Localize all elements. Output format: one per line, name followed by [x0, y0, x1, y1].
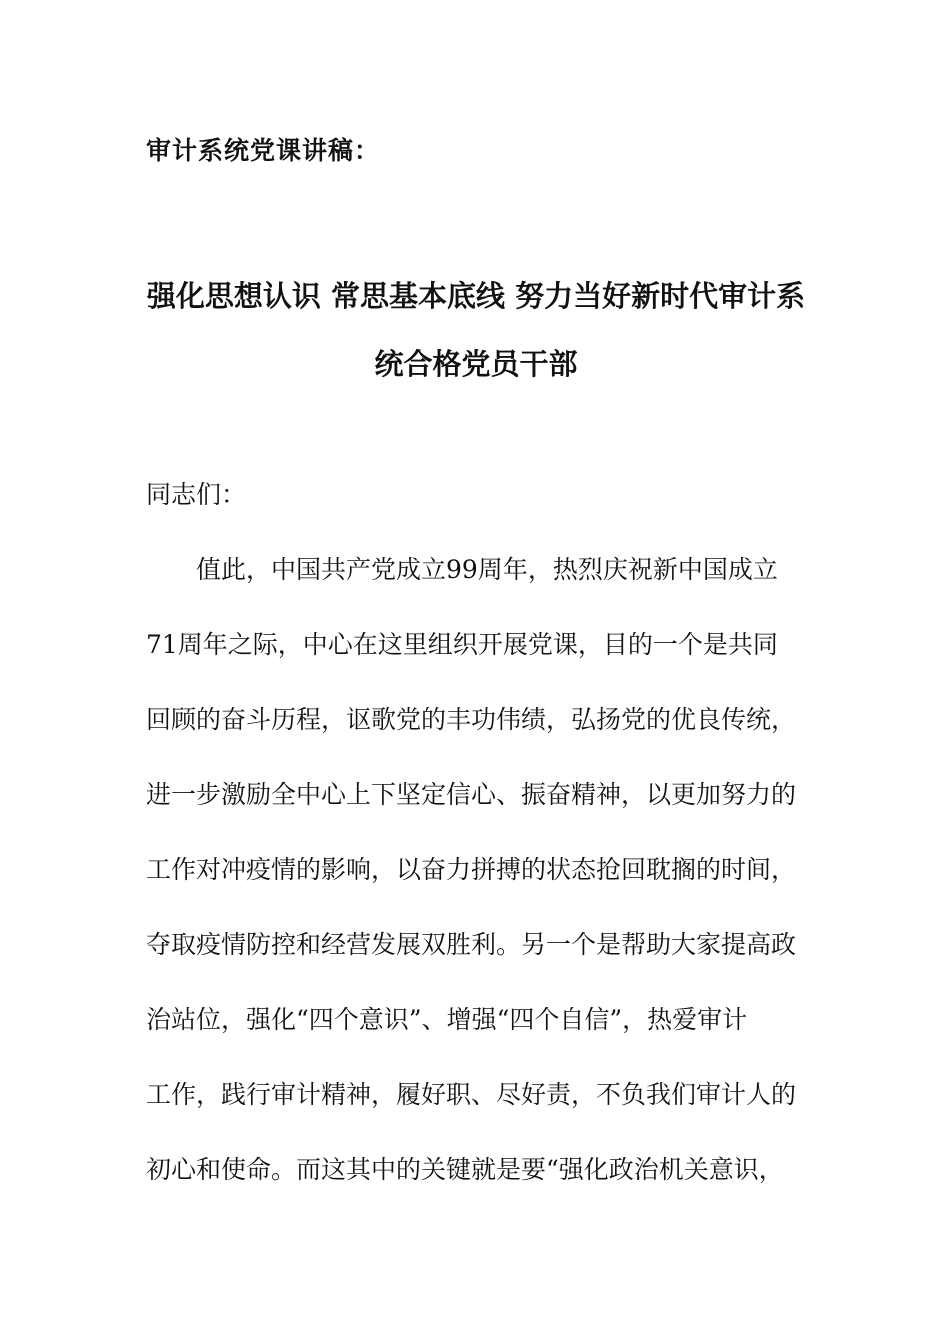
document-body — [146, 470, 811, 1220]
body-line: 工作对冲疫情的影响，以奋力拼搏的状态抢回耽搁的时间， — [146, 855, 797, 884]
greeting: 同志们： — [146, 480, 247, 509]
body-line: 夺取疫情防控和经营发展双胜利。另一个是帮助大家提高政 — [146, 930, 797, 959]
body-line: 治站位，强化“四个意识”、增强“四个自信”，热爱审计 — [146, 1005, 748, 1034]
document-subheading: 审计系统党课讲稿： — [146, 136, 381, 165]
body-line: 回顾的奋斗历程，讴歌党的丰功伟绩，弘扬党的优良传统， — [146, 705, 797, 734]
title-line: 强化思想认识 常思基本底线 努力当好新时代审计系 — [146, 279, 806, 313]
body-line: 进一步激励全中心上下坚定信心、振奋精神，以更加努力的 — [146, 780, 797, 809]
body-line: 71周年之际，中心在这里组织开展党课，目的一个是共同 — [146, 630, 778, 659]
document-title — [146, 262, 806, 398]
body-line: 初心和使命。而这其中的关键就是要“强化政治机关意识， — [146, 1155, 784, 1184]
body-line: 值此，中国共产党成立99周年，热烈庆祝新中国成立 — [196, 555, 778, 584]
title-line: 统合格党员干部 — [374, 347, 578, 381]
body-line: 工作，践行审计精神，履好职、尽好责，不负我们审计人的 — [146, 1080, 797, 1109]
